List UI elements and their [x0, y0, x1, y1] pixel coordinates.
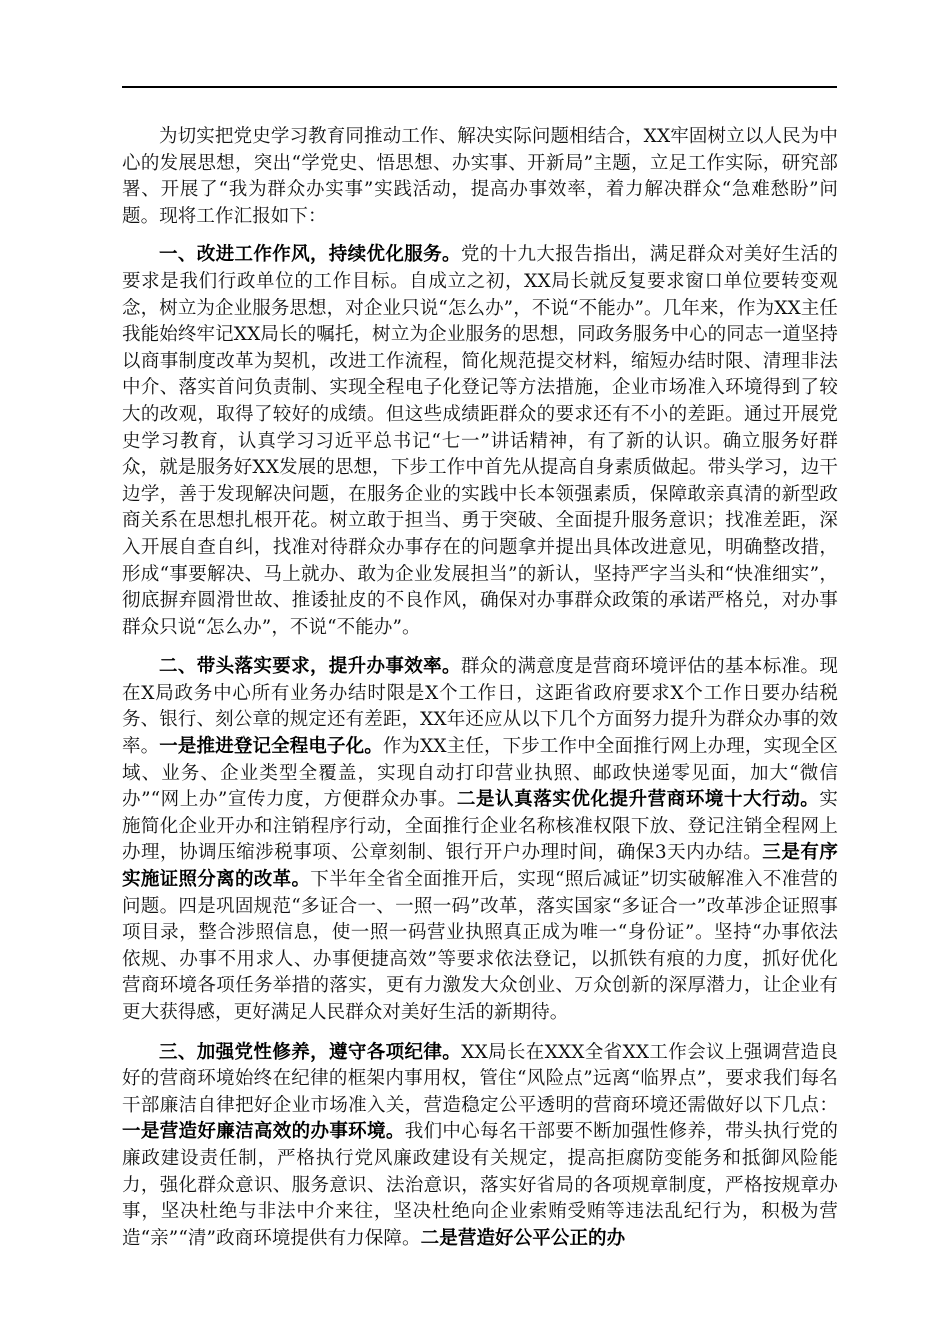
intro-paragraph [122, 124, 838, 230]
section-2-heading: 二、带头落实要求，提升办事效率。 [159, 656, 461, 678]
section-1-paragraph [122, 242, 838, 641]
document-body [122, 124, 838, 1265]
section-3-point-1-body: 我们中心每名干部要不断加强性修养，带头执行党的廉政建设责任制，严格执行党风廉政建设有关规定，提高拒腐防变能务和抵御风险能力，强化群众意识、服务意识、法治意识，落实好省局的各项规章制度，严格按规章办事，坚决杜绝与非法中介来往，坚决杜绝向企业索贿受贿等违法乱纪行为，积极为营造“亲”“清”政商环境提供有力保障。 [122, 1121, 838, 1249]
section-1-body: 党的十九大报告指出，满足群众对美好生活的要求是我们行政单位的工作目标。自成立之初，XX局长就反复要求窗口单位要转变观念，树立为企业服务思想，对企业只说“怎么办”，不说“不能办”。几年来，作为XX主任我能始终牢记XX局长的嘱托，树立为企业服务的思想，同政务服务中心的同志一道坚持以商事制度改革为契机，改进工作流程，简化规范提交材料，缩短办结时限、清理非法中介、落实首问负责制、实现全程电子化登记等方法措施，企业市场准入环境得到了较大的改观，取得了较好的成绩。但这些成绩距群众的要求还有不小的差距。通过开展党史学习教育，认真学习习近平总书记“七一”讲话精神，有了新的认识。确立服务好群众，就是服务好XX发展的思想，下步工作中首先从提高自身素质做起。带头学习，边干边学，善于发现解决问题，在服务企业的实践中长本领强素质，保障敢亲真清的新型政商关系在思想扎根开花。树立敢于担当、勇于突破、全面提升服务意识；找准差距，深入开展自查自纠，找准对待群众办事存在的问题拿并提出具体改进意见，明确整改措，形成“事要解决、马上就办、敢为企业发展担当”的新认，坚持严字当头和“快准细实”，彻底摒弃圆滑世故、推诿扯皮的不良作风，确保对办事群众政策的承诺严格兑，对办事群众只说“怎么办”，不说“不能办”。 [122, 244, 838, 638]
section-2-point-2-heading: 二是认真落实优化提升营商环境十大行动。 [456, 789, 820, 811]
intro-text: 为切实把党史学习教育同推动工作、解决实际问题相结合，XX牢固树立以人民为中心的发展思想，突出“学党史、悟思想、办实事、开新局”主题，立足工作实际，研究部署、开展了“我为群众办实事”实践活动，提高办事效率，着力解决群众“急难愁盼”问题。现将工作汇报如下： [122, 126, 838, 227]
section-2-body: 群众的满意度是营商环境评估的基本标准。现在X局政务中心所有业务办结时限是X个工作日，这距省政府要求X个工作日要办结税务、银行、刻公章的规定还有差距，XX年还应从以下几个方面努力提升为群众办事的效率。 [122, 656, 838, 758]
section-1-heading: 一、改进工作作风，持续优化服务。 [159, 244, 461, 266]
section-2-point-2-body: 实施简化企业开办和注销程序行动，全面推行企业名称核准权限下放、登记注销全程网上办理，协调压缩涉税事项、公章刻制、银行开户办理时间，确保3天内办结。 [122, 789, 838, 864]
section-3-body: XX局长在XXX全省XX工作会议上强调营造良好的营商环境始终在纪律的框架内事用权，管住“风险点”远离“临界点”，要求我们每名干部廉洁自律把好企业市场准入关，营造稳定公平透明的营商环境还需做好以下几点： [122, 1041, 838, 1116]
section-2-point-3-heading: 三是有序实施证照分离的改革。 [122, 842, 838, 891]
section-3-heading: 三、加强党性修养，遵守各项纪律。 [159, 1041, 462, 1063]
header-divider [122, 86, 837, 88]
section-3-point-1-heading: 一是营造好廉洁高效的办事环境。 [122, 1121, 405, 1143]
section-2-point-1-heading: 一是推进登记全程电子化。 [159, 736, 383, 758]
section-3-paragraph [122, 1040, 838, 1253]
section-2-point-3-body: 下半年全省全面推开后，实现“照后减证”切实破解准入不准营的问题。四是巩固规范“多证合一、一照一码”改革，落实国家“多证合一”改革涉企证照事项目录，整合涉照信息，使一照一码营业执照真正成为唯一“身份证”。坚持“办事依法依规、办事不用求人、办事便捷高效”等要求依法登记，以抓铁有痕的力度，抓好优化营商环境各项任务举措的落实，更有力激发大众创业、万众创新的深厚潜力，让企业有更大获得感，更好满足人民群众对美好生活的新期待。 [122, 869, 838, 1023]
section-2-paragraph [122, 654, 838, 1026]
section-3-point-2-heading: 二是营造好公平公正的办 [420, 1227, 626, 1249]
section-2-point-1-body: 作为XX主任，下步工作中全面推行网上办理，实现全区域、业务、企业类型全覆盖，实现自动打印营业执照、邮政快递零见面，加大“微信办”“网上办”宣传力度，方便群众办事。 [122, 736, 839, 811]
